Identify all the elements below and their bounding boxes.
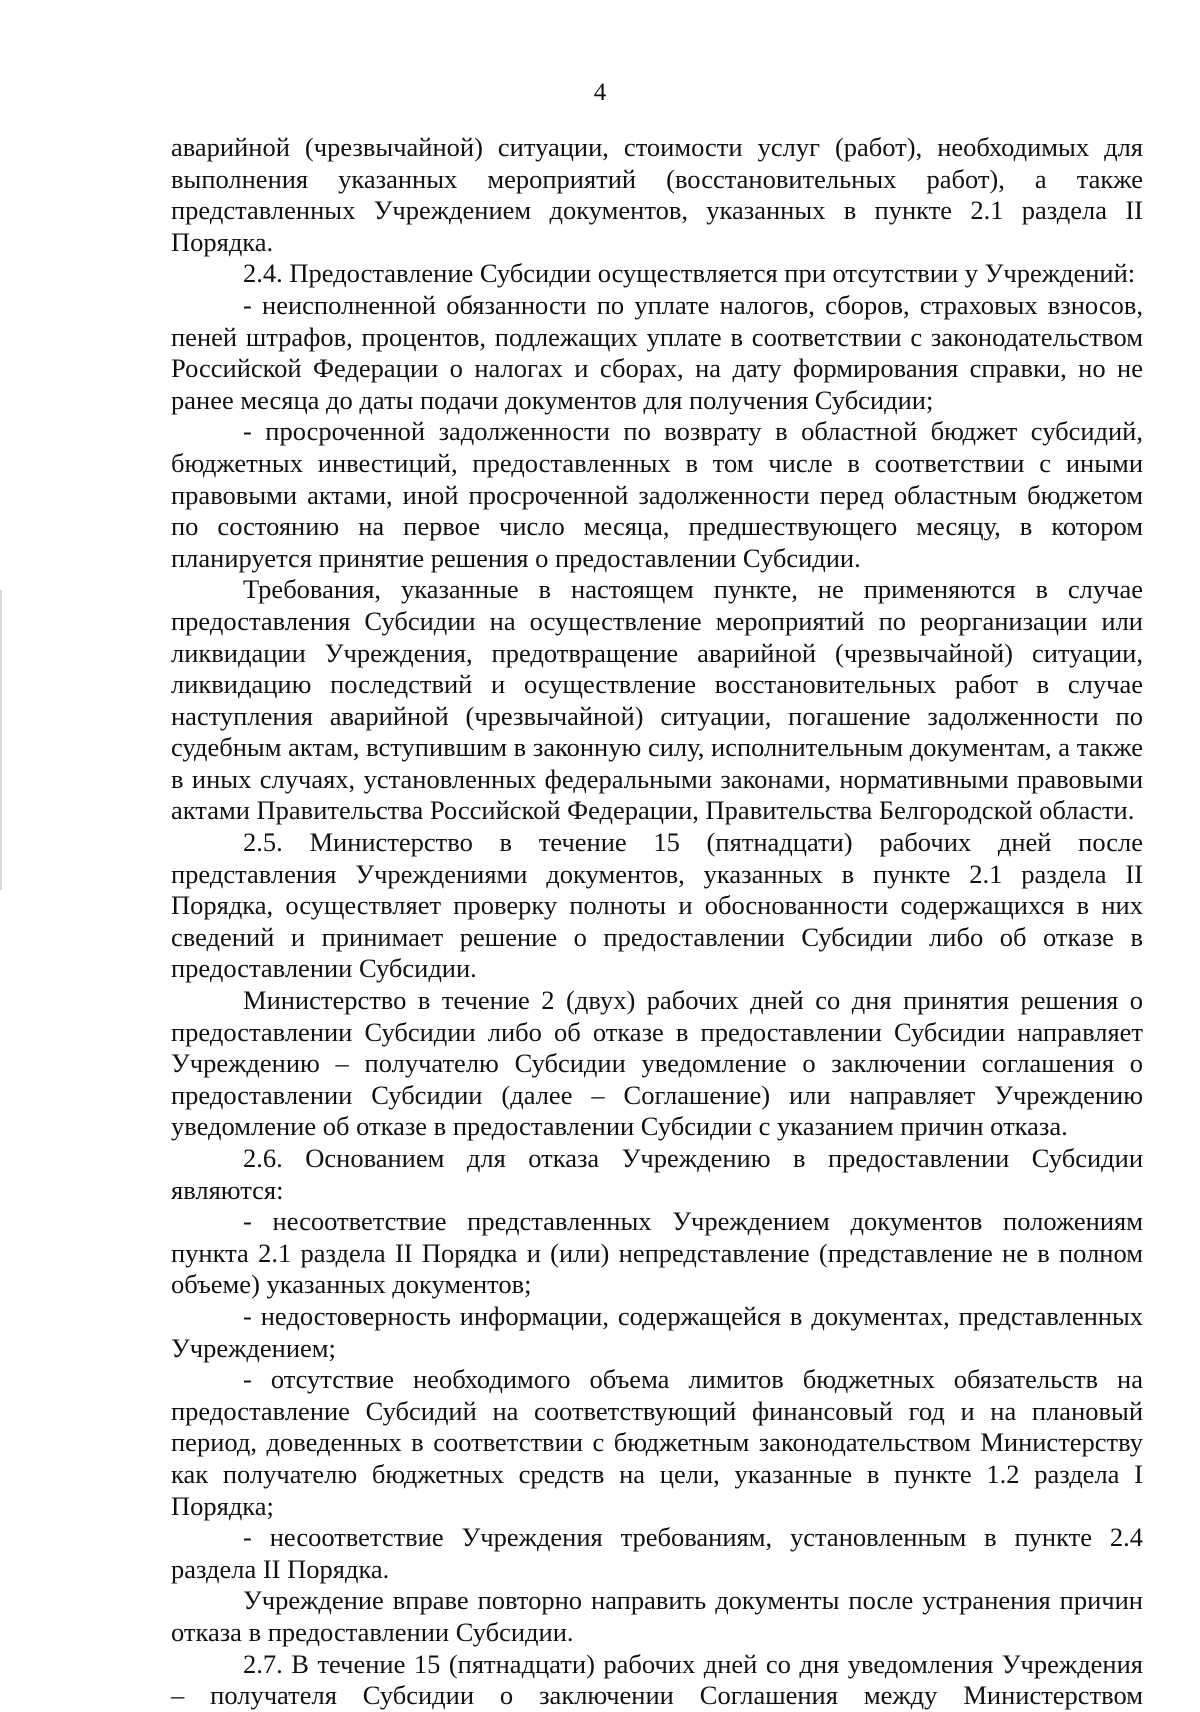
scan-edge-shadow <box>0 590 2 890</box>
paragraph-2-6-heading: 2.6. Основанием для отказа Учреждению в предоставлении Субсидии являются: <box>171 1143 1143 1205</box>
paragraph-2-7: 2.7. В течение 15 (пятнадцати) рабочих дней со дня уведомления Учреждения – получателя Субсидии о заключении Соглашения между Министерством <box>171 1648 1143 1711</box>
paragraph-resubmission: Учреждение вправе повторно направить документы после устранения причин отказа в предоставлении Субсидии. <box>171 1585 1143 1647</box>
paragraph-2-6-item-requirements: - несоответствие Учреждения требованиям, установленным в пункте 2.4 раздела II Порядка. <box>171 1522 1143 1584</box>
paragraph-requirements-exceptions: Требования, указанные в настоящем пункте, не применяются в случае предоставления Субсидии на осуществление мероприятий по реорганизации или ликвидации Учреждения, предотвращение аварийной (чрезвычайной) ситуации, ликвидацию последствий и осуществление восстановительных работ в случае наступления аварийной (чрезвычайной) ситуации, погашение задолженности по судебным актам, вступившим в законную силу, исполнительным документам, а также в иных случаях, установленных федеральными законами, нормативными правовыми актами Правительства Российской Федерации, Правительства Белгородской области. <box>171 574 1143 826</box>
paragraph-continuation: аварийной (чрезвычайной) ситуации, стоимости услуг (работ), необходимых для выполнения указанных мероприятий (восстановительных работ), а также представленных Учреждением документов, указанных в пункте 2.1 раздела II Порядка. <box>171 132 1143 257</box>
paragraph-2-4-item-taxes: - неисполненной обязанности по уплате налогов, сборов, страховых взносов, пеней штрафов, процентов, подлежащих уплате в соответствии с законодательством Российской Федерации о налогах и сборах, на дату формирования справки, но не ранее месяца до даты подачи документов для получения Субсидии; <box>171 289 1143 415</box>
paragraph-2-4-item-debt: - просроченной задолженности по возврату в областной бюджет субсидий, бюджетных инвестиций, предоставленных в том числе в соответствии с иными правовыми актами, иной просроченной задолженности перед областным бюджетом по состоянию на первое число месяца, предшествующего месяцу, в котором планируется принятие решения о предоставлении Субсидии. <box>171 416 1143 573</box>
paragraph-ministry-notice: Министерство в течение 2 (двух) рабочих дней со дня принятия решения о предоставлении Субсидии либо об отказе в предоставлении Субсидии направляет Учреждению – получателю Субсидии уведомление о заключении соглашения о предоставлении Субсидии (далее – Соглашение) или направляет Учреждению уведомление об отказе в предоставлении Субсидии с указанием причин отказа. <box>171 985 1143 1142</box>
document-body <box>171 132 1143 1712</box>
paragraph-2-4-heading: 2.4. Предоставление Субсидии осуществляется при отсутствии у Учреждений: <box>243 258 1136 289</box>
paragraph-2-6-item-mismatch: - несоответствие представленных Учреждением документов положениям пункта 2.1 раздела II Порядка и (или) непредставление (представление не в полном объеме) указанных документов; <box>171 1206 1143 1300</box>
paragraph-2-5: 2.5. Министерство в течение 15 (пятнадцати) рабочих дней после представления Учреждениями документов, указанных в пункте 2.1 раздела II Порядка, осуществляет проверку полноты и обоснованности содержащихся в них сведений и принимает решение о предоставлении Субсидии либо об отказе в предоставлении Субсидии. <box>171 827 1143 984</box>
paragraph-2-6-item-limits: - отсутствие необходимого объема лимитов бюджетных обязательств на предоставление Субсидий на соответствующий финансовый год и на плановый период, доведенных в соответствии с бюджетным законодательством Министерству как получателю бюджетных средств на цели, указанные в пункте 1.2 раздела I Порядка; <box>171 1364 1143 1521</box>
page-number: 4 <box>593 79 607 106</box>
paragraph-2-6-item-unreliable: - недостоверность информации, содержащейся в документах, представленных Учреждением; <box>171 1300 1143 1363</box>
